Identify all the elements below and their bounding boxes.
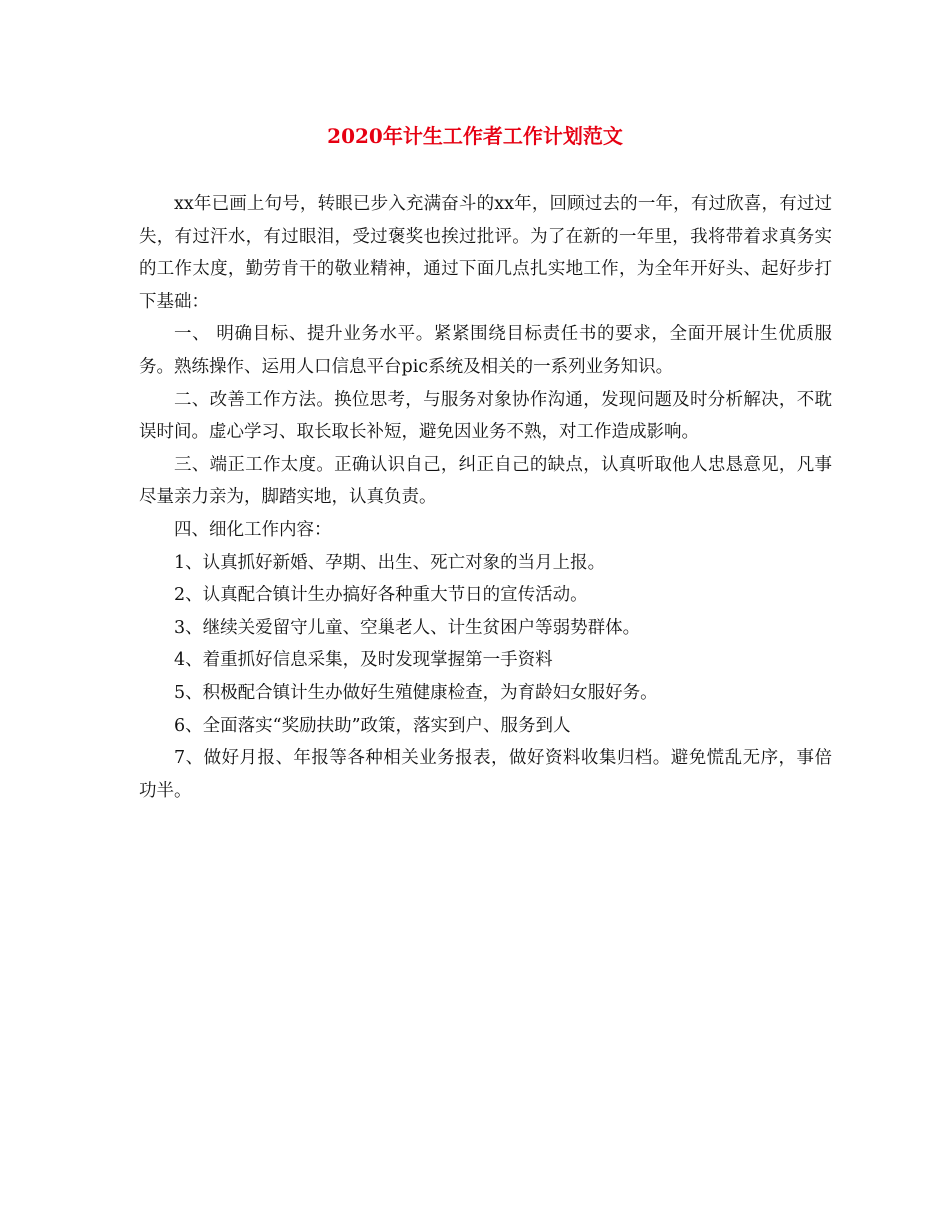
- list-item-6: 6、全面落实“奖励扶助”政策，落实到户、服务到人: [174, 715, 571, 736]
- list-item-5: 5、积极配合镇计生办做好生殖健康检查，为育龄妇女服好务。: [174, 682, 658, 703]
- list-item-2: 2、认真配合镇计生办搞好各种重大节日的宣传活动。: [174, 585, 588, 606]
- paragraph-point-4-heading: 四、细化工作内容：: [174, 519, 332, 540]
- list-item-1: 1、认真抓好新婚、孕期、出生、死亡对象的当月上报。: [174, 552, 606, 573]
- list-item-3: 3、继续关爱留守儿童、空巢老人、计生贫困户等弱势群体。: [174, 617, 641, 638]
- paragraph-point-2: 二、改善工作方法。换位思考，与服务对象协作沟通，发现问题及时分析解决，不耽误时间。虚心学习、取长取长补短，避免因业务不熟，对工作造成影响。: [139, 389, 832, 443]
- list-item-7: 7、做好月报、年报等各种相关业务报表，做好资料收集归档。避免慌乱无序，事倍功半。: [139, 748, 832, 801]
- paragraph-point-3: 三、端正工作太度。正确认识自己，纠正自己的缺点，认真听取他人忠恳意见，凡事尽量亲力亲为，脚踏实地，认真负责。: [139, 454, 832, 508]
- paragraph-intro: xx年已画上句号，转眼已步入充满奋斗的xx年，回顾过去的一年，有过欣喜，有过过失，有过汗水，有过眼泪，受过褒奖也挨过批评。为了在新的一年里，我将带着求真务实的工作太度，勤劳肯干的敬业精神，通过下面几点扎实地工作，为全年开好头、起好步打下基础：: [139, 194, 832, 312]
- document-body: [139, 188, 832, 807]
- document-title: 2020年计生工作者工作计划范文: [327, 124, 623, 148]
- paragraph-point-1: 一、 明确目标、提升业务水平。紧紧围绕目标责任书的要求，全面开展计生优质服务。熟练操作、运用人口信息平台pic系统及相关的一系列业务知识。: [139, 324, 832, 377]
- list-item-4: 4、着重抓好信息采集，及时发现掌握第一手资料: [174, 650, 553, 671]
